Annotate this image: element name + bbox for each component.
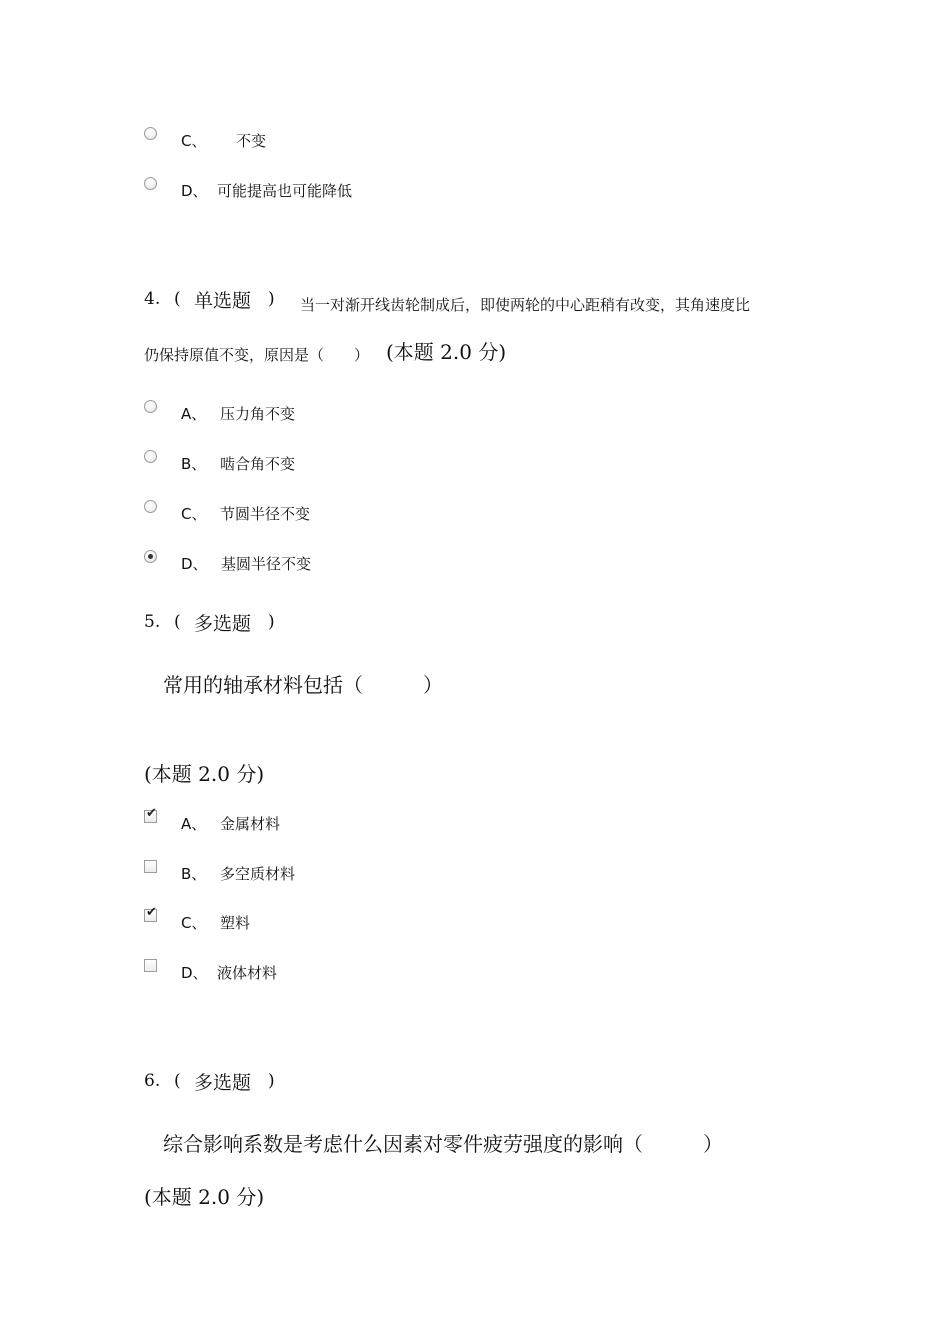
option-text: 啮合角不变 <box>220 455 296 473</box>
radio-button-icon[interactable] <box>144 400 157 413</box>
question-type: 单选题 <box>194 290 252 312</box>
option-letter: D、 <box>181 555 208 573</box>
q5-option-b[interactable] <box>144 860 744 886</box>
option-text: 基圆半径不变 <box>221 555 312 573</box>
question-type: 多选题 <box>194 1072 252 1094</box>
option-letter: D、 <box>181 182 208 200</box>
checkbox-icon[interactable] <box>144 806 157 823</box>
question-score: (本题 2.0 分) <box>386 340 507 364</box>
check-mark-icon: ✔ <box>146 905 157 920</box>
close-paren: ) <box>268 1071 275 1091</box>
option-text: 压力角不变 <box>220 405 296 423</box>
open-paren: ( <box>174 612 181 632</box>
option-text: 塑料 <box>220 914 251 932</box>
q5-option-d[interactable] <box>144 959 744 985</box>
question-stem-line2: 仍保持原值不变，原因是（ ） <box>144 346 370 364</box>
option-letter: D、 <box>181 964 208 982</box>
close-paren: ) <box>268 289 275 309</box>
option-text: 金属材料 <box>220 815 281 833</box>
question-stem: 综合影响系数是考虑什么因素对零件疲劳强度的影响（ ） <box>163 1132 723 1156</box>
option-letter: B、 <box>181 865 207 883</box>
q5-option-c[interactable] <box>144 905 744 935</box>
checkbox-icon[interactable] <box>144 860 157 873</box>
q3-option-c[interactable] <box>144 127 744 153</box>
question-number: 6. <box>144 1071 161 1091</box>
radio-button-icon[interactable] <box>144 500 157 513</box>
option-letter: A、 <box>181 815 207 833</box>
option-letter: C、 <box>181 914 207 932</box>
q4-option-d[interactable] <box>144 550 744 576</box>
question-score: (本题 2.0 分) <box>144 762 265 786</box>
option-text: 不变 <box>236 132 267 150</box>
q3-option-d[interactable] <box>144 177 744 203</box>
option-letter: C、 <box>181 132 207 150</box>
radio-button-icon[interactable] <box>144 177 157 190</box>
question-type: 多选题 <box>194 613 252 635</box>
q5-option-a[interactable] <box>144 806 744 836</box>
radio-button-icon[interactable] <box>144 127 157 140</box>
question-number: 4. <box>144 289 161 309</box>
option-text: 节圆半径不变 <box>220 505 311 523</box>
check-mark-icon: ✔ <box>146 806 157 821</box>
option-letter: B、 <box>181 455 207 473</box>
option-text: 多空质材料 <box>220 865 296 883</box>
question-stem-line1: 当一对渐开线齿轮制成后，即使两轮的中心距稍有改变，其角速度比 <box>300 296 751 314</box>
checkbox-icon[interactable] <box>144 905 157 922</box>
radio-button-icon[interactable] <box>144 450 157 463</box>
checkbox-icon[interactable] <box>144 959 157 972</box>
question-score: (本题 2.0 分) <box>144 1185 265 1209</box>
option-letter: A、 <box>181 405 207 423</box>
q4-option-b[interactable] <box>144 450 744 476</box>
q4-option-a[interactable] <box>144 400 744 426</box>
question-number: 5. <box>144 612 161 632</box>
q4-option-c[interactable] <box>144 500 744 526</box>
option-text: 可能提高也可能降低 <box>217 182 353 200</box>
open-paren: ( <box>174 289 181 309</box>
close-paren: ) <box>268 612 275 632</box>
question-stem: 常用的轴承材料包括（ ） <box>163 673 443 697</box>
option-letter: C、 <box>181 505 207 523</box>
option-text: 液体材料 <box>217 964 278 982</box>
open-paren: ( <box>174 1071 181 1091</box>
radio-button-selected-icon[interactable] <box>144 550 157 563</box>
